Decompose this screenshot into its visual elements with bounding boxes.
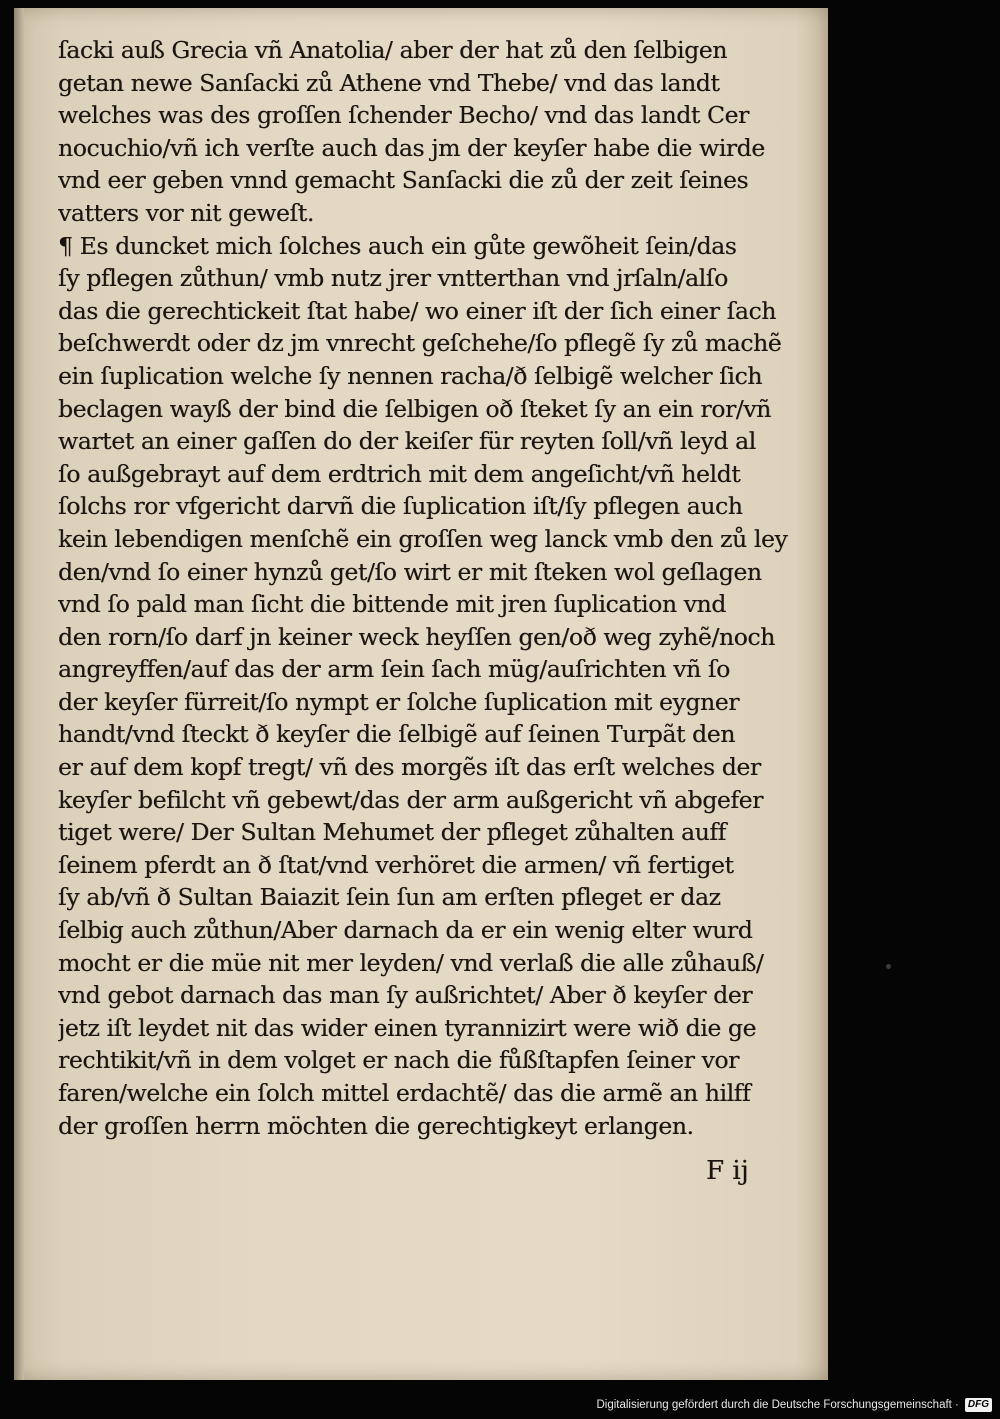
text-line: das die gerechtickeit ſtat habe/ wo einer iſt der ſich einer ſach [58, 296, 776, 325]
text-line: vnd eer geben vnnd gemacht Sanſacki die zů der zeit ſeines [58, 166, 749, 195]
text-line: jetz iſt leydet nit das wider einen tyrannizirt were wið die ge [58, 1013, 757, 1042]
text-line: welches was des groſſen ſchender Becho/ vnd das landt Cer [58, 101, 749, 130]
page-gutter [14, 8, 24, 1380]
text-line: getan newe Sanſacki zů Athene vnd Thebe/ vnd das landt [58, 68, 720, 97]
text-line: vnd ſo pald man ſicht die bittende mit jren ſuplication vnd [58, 590, 726, 619]
text-line: ſy ab/vñ ð Sultan Baiazit ſein ſun am erſten pfleget er daz [58, 883, 721, 912]
funding-note: Digitalisierung gefördert durch die Deutsche Forschungsgemeinschaft · [596, 1399, 959, 1411]
signature-mark: F ij [706, 1156, 749, 1186]
text-line: den rorn/ſo darf jn keiner weck heyſſen gen/oð weg zyhẽ/noch [58, 622, 775, 651]
text-line: vatters vor nit geweſt. [58, 198, 314, 227]
text-line: mocht er die müe nit mer leyden/ vnd verlaß die alle zůhauß/ [58, 948, 764, 977]
text-line: er auf dem kopf tregt/ vñ des morgẽs iſt das erſt welches der [58, 753, 761, 782]
text-line: beſchwerdt oder dz jm vnrecht geſchehe/ſo pflegẽ ſy zů machẽ [58, 329, 782, 358]
text-line: der keyſer fürreit/ſo nympt er ſolche ſuplication mit eygner [58, 687, 740, 716]
text-line: rechtikit/vñ in dem volget er nach die fůßſtapfen ſeiner vor [58, 1046, 739, 1075]
text-line: kein lebendigen menſchẽ ein groſſen weg lanck vmb den zů ley [58, 524, 788, 553]
text-line: den/vnd ſo einer hynzů get/ſo wirt er mit ſteken wol geſlagen [58, 557, 762, 586]
margin-speck [886, 964, 891, 969]
text-line: wartet an einer gaſſen do der keiſer für reyten ſoll/vñ leyd al [58, 427, 756, 456]
text-line: ſeinem pferdt an ð ſtat/vnd verhöret die armen/ vñ fertiget [58, 850, 734, 879]
text-line: keyſer befilcht vñ gebewt/das der arm außgericht vñ abgefer [58, 785, 763, 814]
text-line: ſy pflegen zůthun/ vmb nutz jrer vntterthan vnd jrſaln/alſo [58, 264, 728, 293]
text-line: angreyffen/auf das der arm ſein ſach müg/auſrichten vñ ſo [58, 655, 730, 684]
text-line: faren/welche ein ſolch mittel erdachtẽ/ das die armẽ an hilff [58, 1079, 751, 1107]
dfg-logo: DFG [965, 1398, 992, 1412]
text-line: ſo außgebrayt auf dem erdtrich mit dem angeſicht/vñ heldt [58, 459, 741, 488]
text-line: tiget were/ Der Sultan Mehumet der pfleget zůhalten auff [58, 818, 726, 847]
text-line: vnd gebot darnach das man ſy außrichtet/ Aber ð keyſer der [58, 981, 753, 1010]
text-line: ein ſuplication welche ſy nennen racha/ð ſelbigẽ welcher ſich [58, 361, 763, 390]
text-line: ſacki auß Grecia vñ Anatolia/ aber der hat zů den ſelbigen [58, 36, 727, 64]
footer [596, 1398, 992, 1412]
text-line: nocuchio/vñ ich verſte auch das jm der keyſer habe die wirde [58, 133, 765, 162]
text-line: handt/vnd ſteckt ð keyſer die ſelbigẽ auf ſeinen Turpãt den [58, 720, 735, 749]
page-text [58, 34, 826, 1142]
text-line: ſelbig auch zůthun/Aber darnach da er ein wenig elter wurd [58, 916, 753, 945]
text-line: der groſſen herrn möchten die gerechtigkeyt erlangen. [58, 1111, 694, 1140]
text-line: ſolchs ror vfgericht darvñ die ſuplication iſt/ſy pflegen auch [58, 492, 743, 521]
book-page [14, 8, 828, 1380]
text-line: ¶ Es duncket mich ſolches auch ein gůte gewõheit ſein/das [58, 231, 737, 260]
text-line: beclagen wayß der bind die ſelbigen oð ſteket ſy an ein ror/vñ [58, 394, 771, 423]
